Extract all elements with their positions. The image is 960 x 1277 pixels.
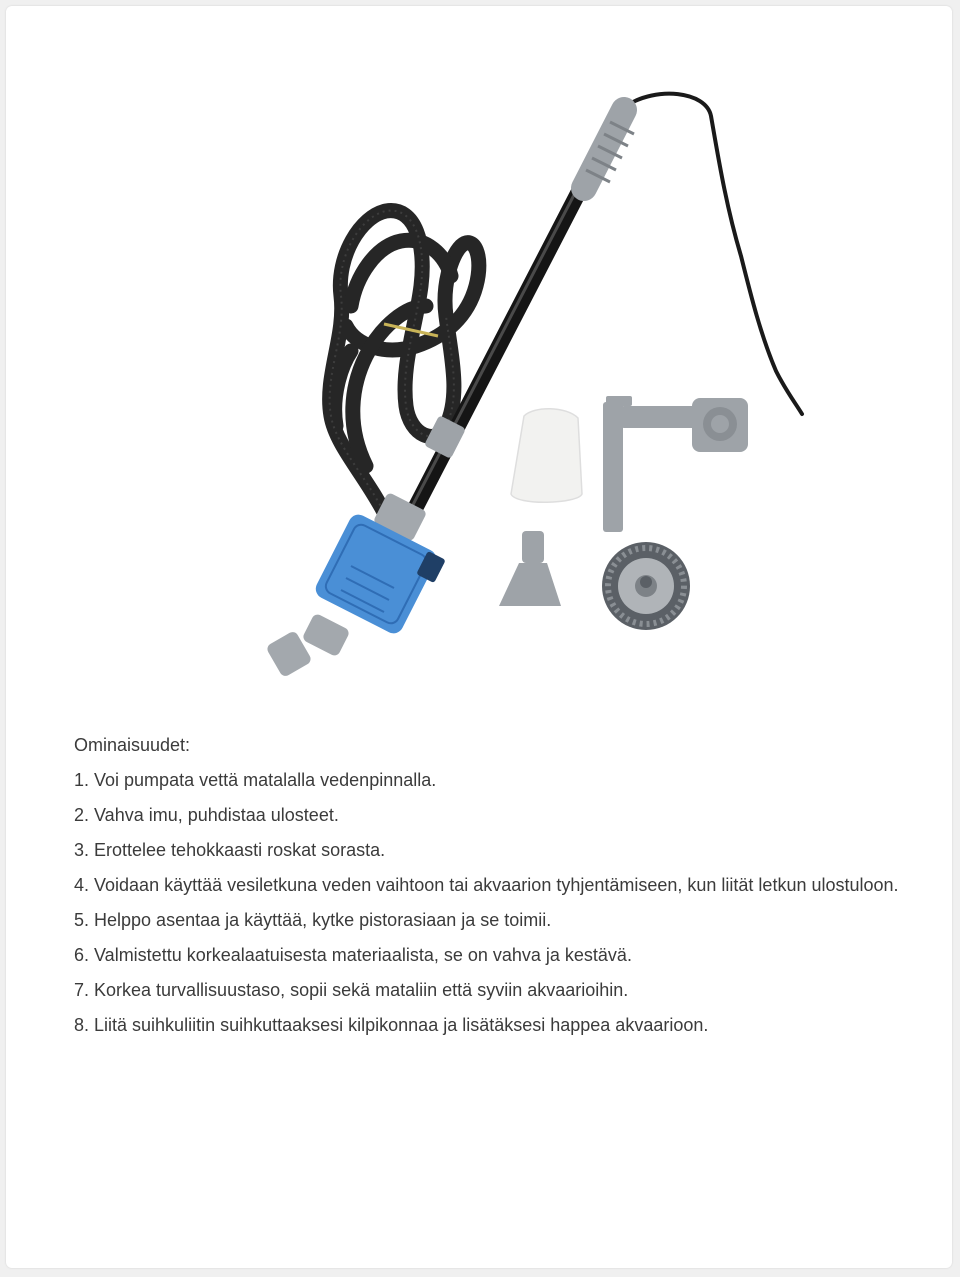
content-card <box>6 6 952 1268</box>
feature-item: 3. Erottelee tehokkaasti roskat sorasta. <box>74 840 386 860</box>
features-list <box>74 728 914 1043</box>
feature-item: 1. Voi pumpata vettä matalalla vedenpinnalla. <box>74 770 437 790</box>
duckbill-nozzle <box>499 531 561 606</box>
power-cord <box>626 94 802 414</box>
hose <box>330 211 479 516</box>
feature-item: 2. Vahva imu, puhdistaa ulosteet. <box>74 805 339 825</box>
feature-item: 8. Liitä suihkuliitin suihkuttaaksesi kilpikonnaa ja lisätäksesi happea akvaarioon. <box>74 1015 709 1035</box>
feature-item: 7. Korkea turvallisuustaso, sopii sekä mataliin että syviin akvaarioihin. <box>74 980 629 1000</box>
impeller-gear <box>602 542 690 630</box>
pump-body <box>265 492 446 678</box>
feature-item: 6. Valmistettu korkealaatuisesta materiaalista, se on vahva ja kestävä. <box>74 945 632 965</box>
filter-sock <box>511 409 582 503</box>
feature-item: 5. Helppo asentaa ja käyttää, kytke pistorasiaan ja se toimii. <box>74 910 552 930</box>
product-image <box>256 90 816 690</box>
outlet-pipe <box>603 396 748 532</box>
features-heading: Ominaisuudet: <box>74 735 191 755</box>
feature-item: 4. Voidaan käyttää vesiletkuna veden vaihtoon tai akvaarion tyhjentämiseen, kun liität letkun ulostuloon. <box>74 875 899 895</box>
